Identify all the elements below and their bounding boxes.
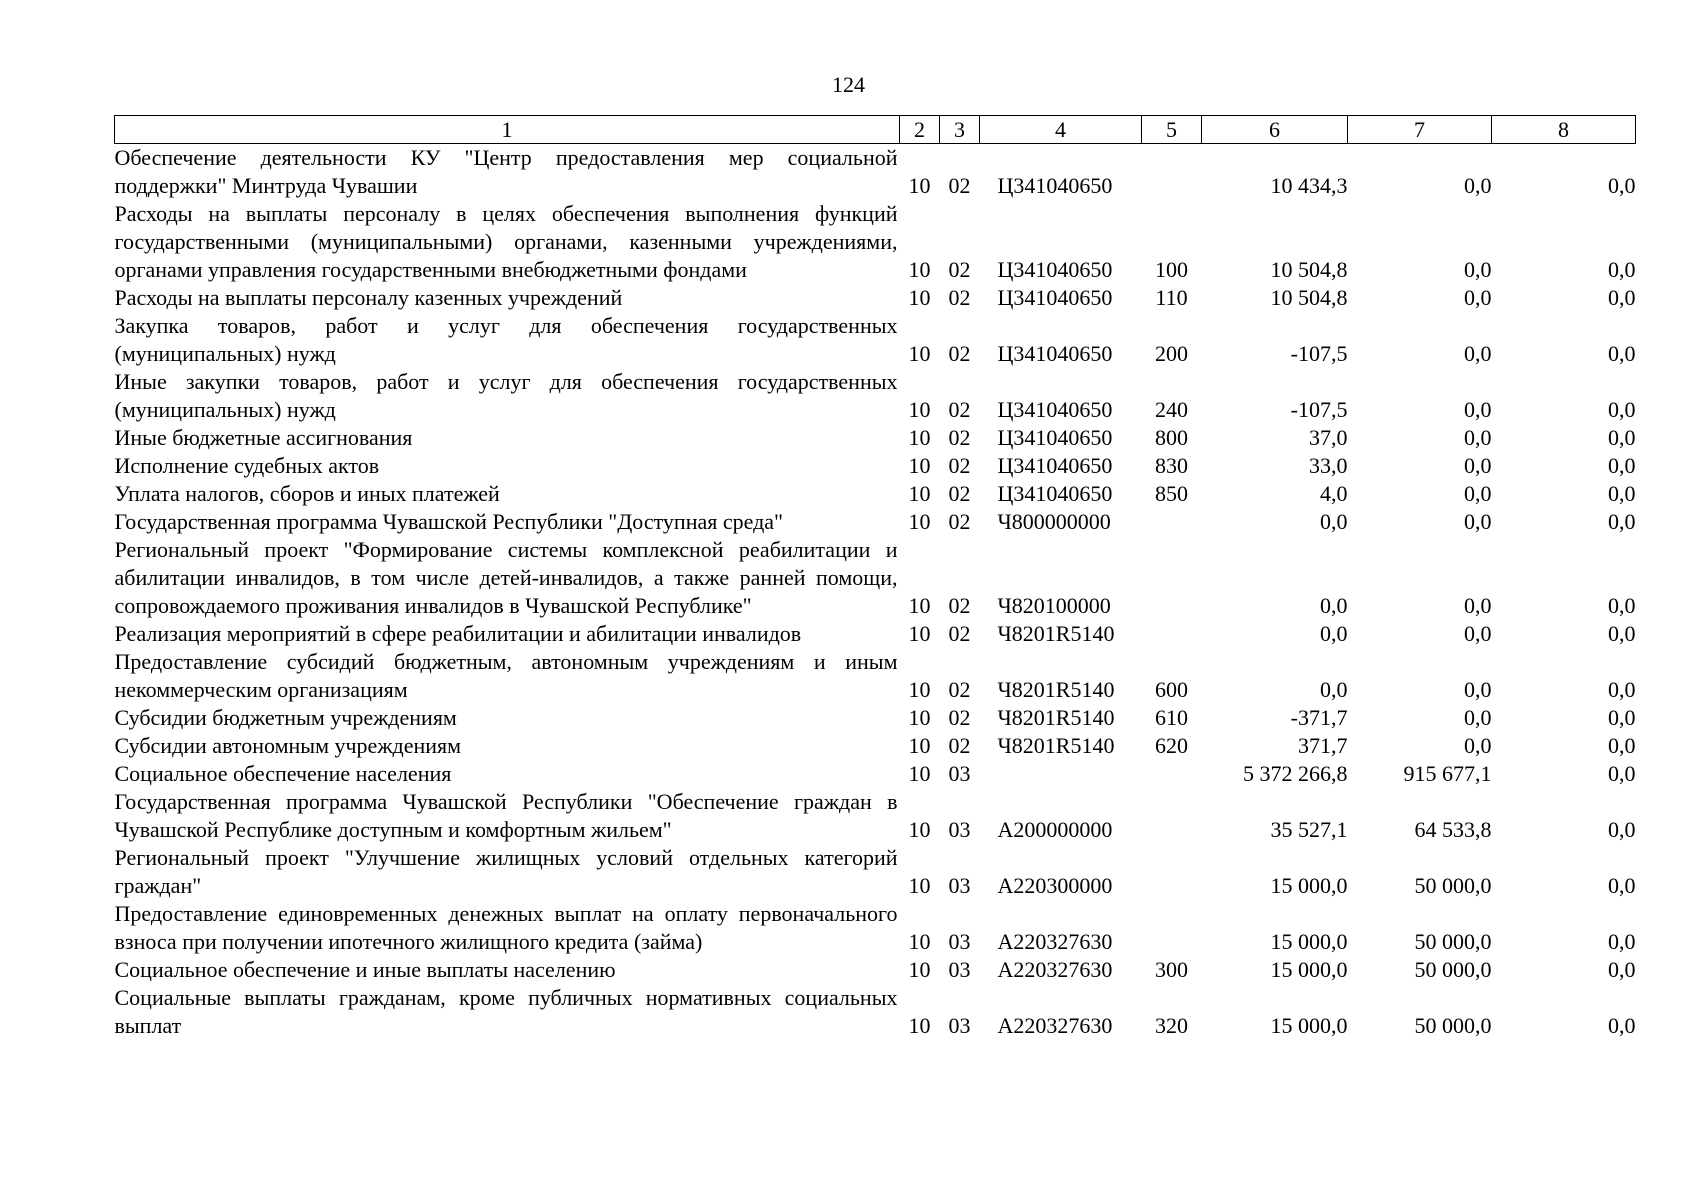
row-subsection: 03 xyxy=(948,1013,971,1038)
row-expense-kind: 850 xyxy=(1155,481,1188,506)
row-value-2: 50 000,0 xyxy=(1414,929,1492,954)
row-target-code: А220327630 xyxy=(997,1013,1113,1038)
row-target-code: А200000000 xyxy=(997,817,1113,842)
row-value-3: 0,0 xyxy=(1608,397,1636,422)
row-value-1: 0,0 xyxy=(1320,593,1348,618)
table-row xyxy=(115,480,1636,508)
row-value-1: 15 000,0 xyxy=(1270,957,1348,982)
page-number: 124 xyxy=(832,72,865,97)
row-subsection: 02 xyxy=(948,453,971,478)
row-value-3: 0,0 xyxy=(1608,817,1636,842)
row-value-3: 0,0 xyxy=(1608,593,1636,618)
row-expense-kind xyxy=(1142,508,1202,536)
row-target-code: А220327630 xyxy=(997,957,1113,982)
table-row xyxy=(115,424,1636,452)
row-name: Закупка товаров, работ и услуг для обеспечения государственных (муниципальных) нужд xyxy=(114,313,898,366)
table-row xyxy=(115,788,1636,844)
row-target-code: Ц341040650 xyxy=(997,425,1113,450)
row-value-3: 0,0 xyxy=(1608,257,1636,282)
row-value-3: 0,0 xyxy=(1608,957,1636,982)
row-subsection: 02 xyxy=(948,677,971,702)
row-value-3: 0,0 xyxy=(1608,509,1636,534)
table-row xyxy=(115,648,1636,704)
row-target-code: А220327630 xyxy=(997,929,1113,954)
row-target-code: Ц341040650 xyxy=(997,481,1113,506)
row-name: Субсидии бюджетным учреждениям xyxy=(114,705,457,730)
row-section: 10 xyxy=(908,929,931,954)
row-value-3: 0,0 xyxy=(1608,285,1636,310)
row-name: Иные бюджетные ассигнования xyxy=(114,425,413,450)
row-expense-kind: 800 xyxy=(1155,425,1188,450)
table-row xyxy=(115,844,1636,900)
row-value-3: 0,0 xyxy=(1608,705,1636,730)
row-value-2: 0,0 xyxy=(1464,733,1492,758)
row-subsection: 02 xyxy=(948,341,971,366)
table-row xyxy=(115,900,1636,956)
row-value-1: 4,0 xyxy=(1320,481,1348,506)
column-header-value-1: 6 xyxy=(1202,116,1348,144)
row-section: 10 xyxy=(908,481,931,506)
row-target-code: Ч8201R5140 xyxy=(997,621,1115,646)
row-target-code: Ч8201R5140 xyxy=(997,677,1115,702)
row-subsection: 02 xyxy=(948,509,971,534)
table-row xyxy=(115,956,1636,984)
row-expense-kind: 600 xyxy=(1155,677,1188,702)
row-expense-kind: 200 xyxy=(1155,341,1188,366)
row-value-3: 0,0 xyxy=(1608,733,1636,758)
row-expense-kind xyxy=(1142,788,1202,844)
row-expense-kind: 110 xyxy=(1155,285,1188,310)
row-target-code: Ц341040650 xyxy=(997,397,1113,422)
column-header-value-3: 8 xyxy=(1492,116,1636,144)
row-value-3: 0,0 xyxy=(1608,453,1636,478)
row-subsection: 02 xyxy=(948,593,971,618)
row-value-2: 915 677,1 xyxy=(1403,761,1492,786)
row-expense-kind: 830 xyxy=(1155,453,1188,478)
row-value-3: 0,0 xyxy=(1608,873,1636,898)
row-name: Социальные выплаты гражданам, кроме публичных нормативных социальных выплат xyxy=(114,985,898,1038)
row-name: Субсидии автономным учреждениям xyxy=(114,733,462,758)
row-value-1: 371,7 xyxy=(1298,733,1348,758)
row-value-2: 64 533,8 xyxy=(1414,817,1492,842)
row-value-2: 50 000,0 xyxy=(1414,873,1492,898)
row-subsection: 02 xyxy=(948,397,971,422)
row-expense-kind: 620 xyxy=(1155,733,1188,758)
table-row xyxy=(115,508,1636,536)
row-target-code: Ц341040650 xyxy=(997,285,1113,310)
row-value-3: 0,0 xyxy=(1608,481,1636,506)
row-subsection: 03 xyxy=(948,761,971,786)
row-target-code: Ч800000000 xyxy=(997,509,1111,534)
row-value-2: 0,0 xyxy=(1464,453,1492,478)
row-expense-kind xyxy=(1142,144,1202,201)
column-header-target: 4 xyxy=(980,116,1142,144)
table-row xyxy=(115,284,1636,312)
row-value-3: 0,0 xyxy=(1608,621,1636,646)
row-expense-kind xyxy=(1142,760,1202,788)
table-row xyxy=(115,704,1636,732)
row-name: Государственная программа Чувашской Республики "Обеспечение граждан в Чувашской Республике доступным и комфортным жильем" xyxy=(114,789,898,842)
row-name: Уплата налогов, сборов и иных платежей xyxy=(114,481,500,506)
row-subsection: 02 xyxy=(948,481,971,506)
row-value-2: 0,0 xyxy=(1464,705,1492,730)
row-section: 10 xyxy=(908,1013,931,1038)
row-value-1: -107,5 xyxy=(1290,397,1348,422)
row-subsection: 02 xyxy=(948,173,971,198)
row-section: 10 xyxy=(908,257,931,282)
row-name: Обеспечение деятельности КУ "Центр предоставления мер социальной поддержки" Минтруда Чувашии xyxy=(114,145,898,198)
row-value-2: 0,0 xyxy=(1464,257,1492,282)
table-row xyxy=(115,144,1636,201)
table-row xyxy=(115,368,1636,424)
row-target-code: Ч820100000 xyxy=(997,593,1111,618)
row-expense-kind: 100 xyxy=(1155,257,1188,282)
row-expense-kind xyxy=(1142,844,1202,900)
table-row xyxy=(115,536,1636,620)
table-row xyxy=(115,452,1636,480)
row-subsection: 02 xyxy=(948,257,971,282)
table-row xyxy=(115,620,1636,648)
row-value-2: 0,0 xyxy=(1464,397,1492,422)
row-value-1: 33,0 xyxy=(1309,453,1348,478)
table-row xyxy=(115,200,1636,284)
row-value-1: 0,0 xyxy=(1320,621,1348,646)
row-value-3: 0,0 xyxy=(1608,173,1636,198)
row-name: Расходы на выплаты персоналу в целях обеспечения выполнения функций государственными (муниципальными) органами, казенными учреждениями, органами управления государственными внебюджетными фондами xyxy=(114,201,898,282)
row-value-2: 0,0 xyxy=(1464,593,1492,618)
row-section: 10 xyxy=(908,677,931,702)
row-target-code: Ч8201R5140 xyxy=(997,705,1115,730)
row-section: 10 xyxy=(908,173,931,198)
row-value-2: 0,0 xyxy=(1464,173,1492,198)
row-value-1: 10 504,8 xyxy=(1270,257,1348,282)
column-header-subsection: 3 xyxy=(940,116,980,144)
table-row xyxy=(115,732,1636,760)
row-value-1: 10 504,8 xyxy=(1270,285,1348,310)
row-value-1: 0,0 xyxy=(1320,509,1348,534)
row-value-2: 0,0 xyxy=(1464,285,1492,310)
budget-table xyxy=(114,115,1636,1040)
row-target-code: Ц341040650 xyxy=(997,257,1113,282)
row-subsection: 02 xyxy=(948,705,971,730)
row-section: 10 xyxy=(908,593,931,618)
row-subsection: 02 xyxy=(948,425,971,450)
row-name: Реализация мероприятий в сфере реабилитации и абилитации инвалидов xyxy=(114,621,802,646)
row-value-1: 10 434,3 xyxy=(1270,173,1348,198)
row-target-code: Ц341040650 xyxy=(997,453,1113,478)
table-row xyxy=(115,984,1636,1040)
row-value-2: 0,0 xyxy=(1464,341,1492,366)
row-target-code xyxy=(980,760,1142,788)
table-row xyxy=(115,760,1636,788)
row-section: 10 xyxy=(908,705,931,730)
column-number-row xyxy=(115,116,1636,144)
row-value-3: 0,0 xyxy=(1608,1013,1636,1038)
row-name: Региональный проект "Улучшение жилищных условий отдельных категорий граждан" xyxy=(114,845,898,898)
row-target-code: Ц341040650 xyxy=(997,341,1113,366)
row-name: Исполнение судебных актов xyxy=(114,453,380,478)
row-name: Предоставление единовременных денежных выплат на оплату первоначального взноса при получении ипотечного жилищного кредита (займа) xyxy=(114,901,898,954)
row-value-2: 50 000,0 xyxy=(1414,957,1492,982)
row-value-3: 0,0 xyxy=(1608,425,1636,450)
row-name: Предоставление субсидий бюджетным, автономным учреждениям и иным некоммерческим организациям xyxy=(114,649,898,702)
row-subsection: 03 xyxy=(948,817,971,842)
row-subsection: 02 xyxy=(948,621,971,646)
row-value-1: -371,7 xyxy=(1290,705,1348,730)
row-value-3: 0,0 xyxy=(1608,677,1636,702)
row-value-2: 0,0 xyxy=(1464,509,1492,534)
row-section: 10 xyxy=(908,509,931,534)
row-subsection: 03 xyxy=(948,957,971,982)
row-name: Региональный проект "Формирование системы комплексной реабилитации и абилитации инвалидов, в том числе детей-инвалидов, а также ранней помощи, сопровождаемого проживания инвалидов в Чувашской Республике" xyxy=(114,537,898,618)
row-expense-kind xyxy=(1142,900,1202,956)
table-body xyxy=(115,144,1636,1041)
row-value-1: 5 372 266,8 xyxy=(1243,761,1348,786)
row-value-1: 0,0 xyxy=(1320,677,1348,702)
row-section: 10 xyxy=(908,817,931,842)
row-value-1: 15 000,0 xyxy=(1270,873,1348,898)
column-header-kind: 5 xyxy=(1142,116,1202,144)
row-section: 10 xyxy=(908,957,931,982)
row-name: Социальное обеспечение населения xyxy=(114,761,452,786)
table-row xyxy=(115,312,1636,368)
row-target-code: Ц341040650 xyxy=(997,173,1113,198)
row-value-3: 0,0 xyxy=(1608,929,1636,954)
row-expense-kind xyxy=(1142,620,1202,648)
row-name: Иные закупки товаров, работ и услуг для обеспечения государственных (муниципальных) нужд xyxy=(114,369,898,422)
row-section: 10 xyxy=(908,397,931,422)
row-value-1: 35 527,1 xyxy=(1270,817,1348,842)
row-section: 10 xyxy=(908,453,931,478)
row-section: 10 xyxy=(908,341,931,366)
row-value-3: 0,0 xyxy=(1608,761,1636,786)
row-section: 10 xyxy=(908,621,931,646)
row-value-2: 0,0 xyxy=(1464,677,1492,702)
row-subsection: 03 xyxy=(948,873,971,898)
row-value-1: 15 000,0 xyxy=(1270,929,1348,954)
row-value-1: 37,0 xyxy=(1309,425,1348,450)
row-value-2: 0,0 xyxy=(1464,481,1492,506)
row-value-2: 0,0 xyxy=(1464,621,1492,646)
column-header-value-2: 7 xyxy=(1348,116,1492,144)
row-value-2: 50 000,0 xyxy=(1414,1013,1492,1038)
row-value-3: 0,0 xyxy=(1608,341,1636,366)
row-name: Расходы на выплаты персоналу казенных учреждений xyxy=(114,285,623,310)
row-section: 10 xyxy=(908,873,931,898)
row-value-2: 0,0 xyxy=(1464,425,1492,450)
row-target-code: Ч8201R5140 xyxy=(997,733,1115,758)
row-value-1: 15 000,0 xyxy=(1270,1013,1348,1038)
row-expense-kind: 300 xyxy=(1155,957,1188,982)
row-section: 10 xyxy=(908,733,931,758)
row-value-1: -107,5 xyxy=(1290,341,1348,366)
row-section: 10 xyxy=(908,425,931,450)
row-name: Социальное обеспечение и иные выплаты населению xyxy=(114,957,616,982)
column-header-name: 1 xyxy=(115,116,900,144)
row-name: Государственная программа Чувашской Республики "Доступная среда" xyxy=(114,509,784,534)
row-target-code: А220300000 xyxy=(997,873,1113,898)
row-expense-kind: 320 xyxy=(1155,1013,1188,1038)
row-subsection: 02 xyxy=(948,285,971,310)
row-section: 10 xyxy=(908,285,931,310)
row-subsection: 03 xyxy=(948,929,971,954)
row-expense-kind: 610 xyxy=(1155,705,1188,730)
row-expense-kind xyxy=(1142,536,1202,620)
row-expense-kind: 240 xyxy=(1155,397,1188,422)
column-header-section: 2 xyxy=(900,116,940,144)
row-subsection: 02 xyxy=(948,733,971,758)
row-section: 10 xyxy=(908,761,931,786)
